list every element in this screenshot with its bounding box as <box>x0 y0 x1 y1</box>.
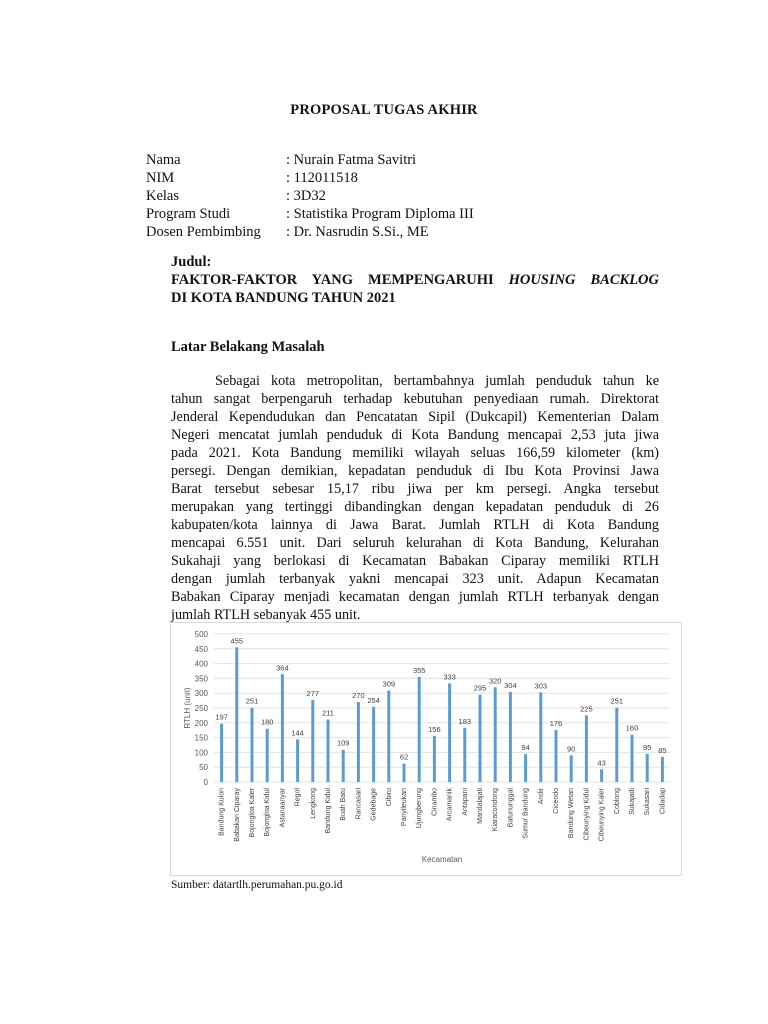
chart-bar <box>539 692 542 782</box>
x-tick-label: Babakan Ciparay <box>233 788 241 842</box>
chart-bar <box>418 677 421 782</box>
paragraph-line: persegi. Dengan demikian, kepadatan penduduk di Ibu Kota Provinsi Jawa <box>171 463 659 479</box>
bar-value-label: 176 <box>549 718 563 728</box>
paragraph-line: pada 2021. Kota Bandung memiliki wilayah seluas 166,59 kilometer (km) <box>171 445 659 461</box>
x-tick-label: Sukasari <box>644 788 652 816</box>
paragraph-line: jumlah RTLH sebanyak 455 unit. <box>171 607 361 623</box>
bar-value-label: 355 <box>412 665 426 675</box>
thesis-title-line-2: DI KOTA BANDUNG TAHUN 2021 <box>171 290 396 306</box>
bar-value-label: 333 <box>443 672 456 682</box>
info-row-program-studi <box>146 205 474 223</box>
bar-value-label: 251 <box>610 696 624 706</box>
bar-value-label: 160 <box>625 723 639 733</box>
x-tick-label: Cibiru <box>385 788 393 807</box>
info-value: : Statistika Program Diploma III <box>286 206 474 222</box>
bar-value-label: 277 <box>306 689 320 699</box>
chart-source: Sumber: datartlh.perumahan.pu.go.id <box>171 879 343 891</box>
info-label: Nama <box>146 152 181 168</box>
bar-value-label: 43 <box>597 758 606 768</box>
bar-value-label: 62 <box>399 752 409 762</box>
x-tick-label: Cibeunying Kidul <box>583 788 591 841</box>
x-tick-label: Mandalajati <box>477 788 484 824</box>
chart-bar <box>387 691 390 782</box>
chart-bar <box>357 702 360 782</box>
chart-bar <box>585 715 588 782</box>
chart-bar <box>600 769 603 782</box>
info-row-dosen-pembimbing <box>146 223 474 241</box>
x-tick-label: Arcamanik <box>446 788 454 822</box>
x-tick-label: Batununggal <box>507 788 515 828</box>
x-tick-label: Sukajadi <box>629 788 636 815</box>
paragraph-line: Sukahaji yang berlokasi di Kecamatan Babakan Ciparay memiliki RTLH <box>171 553 659 569</box>
x-tick-label: Lengkong <box>309 788 317 819</box>
x-tick-label: Panyileukan <box>401 788 408 827</box>
x-tick-label: Gedebage <box>370 788 378 821</box>
chart-bar <box>570 755 573 782</box>
bar-value-label: 254 <box>367 695 380 705</box>
bar-value-label: 197 <box>215 712 228 722</box>
y-tick-label: 500 <box>194 630 208 639</box>
x-tick-label: Antapani <box>461 788 469 816</box>
x-tick-label: Ujungberung <box>416 788 424 829</box>
chart-bar <box>327 720 330 782</box>
x-tick-label: Bandung Wetan <box>568 788 576 839</box>
info-label: Program Studi <box>146 206 231 222</box>
bar-value-label: 95 <box>643 742 652 752</box>
y-tick-label: 450 <box>194 644 208 654</box>
paragraph-line: dengan jumlah terbanyak yakni mencapai 323 unit. Adapun Kecamatan <box>171 571 659 587</box>
y-tick-label: 250 <box>194 704 208 713</box>
chart-bar <box>342 750 345 782</box>
chart-bar <box>235 647 238 782</box>
chart-bar <box>266 729 269 782</box>
chart-bar <box>661 757 664 782</box>
info-value: : Dr. Nasrudin S.Si., ME <box>286 224 429 240</box>
thesis-title-italic: HOUSING BACKLOG <box>508 272 659 288</box>
bar-value-label: 295 <box>473 683 487 693</box>
page-title: PROPOSAL TUGAS AKHIR <box>290 102 478 118</box>
bar-value-label: 90 <box>567 744 576 754</box>
rtlh-chart <box>170 622 682 876</box>
bar-value-label: 109 <box>336 738 350 748</box>
info-label: Dosen Pembimbing <box>146 224 261 240</box>
y-tick-label: 300 <box>194 689 208 699</box>
x-tick-label: Buah Batu <box>340 788 348 821</box>
chart-bar <box>479 695 482 782</box>
bar-value-label: 251 <box>245 696 259 706</box>
chart-bar <box>220 724 223 782</box>
thesis-title-block <box>171 253 659 307</box>
chart-bar <box>646 754 649 782</box>
bar-value-label: 180 <box>260 717 274 727</box>
x-tick-label: Bandung Kidul <box>325 788 332 834</box>
chart-bar <box>372 707 375 782</box>
chart-bar <box>448 683 451 782</box>
x-axis-label: Kecamatan <box>421 855 463 864</box>
section-heading: Latar Belakang Masalah <box>171 339 325 355</box>
info-row-nama <box>146 151 474 169</box>
chart-bar <box>281 674 284 782</box>
x-tick-label: Sumur Bandung <box>522 788 530 839</box>
x-tick-label: Cidadap <box>659 788 667 815</box>
y-tick-label: 400 <box>194 659 208 669</box>
x-tick-label: Bandung Kulon <box>218 788 226 836</box>
chart-bar <box>296 739 299 782</box>
thesis-title-prefix: FAKTOR-FAKTOR YANG MEMPENGARUHI <box>171 272 509 288</box>
x-tick-label: Regol <box>294 788 302 807</box>
bar-value-label: 320 <box>488 676 502 686</box>
y-tick-label: 200 <box>194 718 208 728</box>
x-tick-label: Cicendo <box>553 788 560 814</box>
paragraph-line: kabupaten/kota lainnya di Jawa Barat. Jumlah RTLH di Kota Bandung <box>171 517 659 533</box>
bar-value-label: 455 <box>230 636 244 646</box>
bar-value-label: 270 <box>352 691 365 701</box>
paragraph-line: Sebagai kota metropolitan, bertambahnya jumlah penduduk tahun ke <box>215 373 659 389</box>
chart-bar <box>311 700 314 782</box>
bar-value-label: 304 <box>504 681 517 691</box>
info-row-kelas <box>146 187 474 205</box>
x-tick-label: Coblong <box>613 788 621 815</box>
info-value: : Nurain Fatma Savitri <box>286 152 417 168</box>
y-tick-label: 100 <box>194 748 208 758</box>
chart-bar <box>463 728 466 782</box>
chart-bar <box>631 735 634 782</box>
x-tick-label: Astanaanyar <box>279 788 287 828</box>
paragraph-line: merupakan yang tertinggi dibandingkan dengan kepadatan penduduk di 26 <box>171 499 659 515</box>
chart-bar <box>403 764 406 782</box>
bar-value-label: 85 <box>658 745 667 755</box>
chart-bar <box>251 708 254 782</box>
x-tick-label: Cibeunying Kaler <box>598 788 606 842</box>
chart-bar <box>433 736 436 782</box>
bar-value-label: 303 <box>534 681 548 691</box>
paragraph-line: Jenderal Kependudukan dan Pencatatan Sipil (Dukcapil) Kementerian Dalam <box>171 409 659 425</box>
rtlh-bar-chart-svg <box>170 622 682 876</box>
info-value: : 3D32 <box>286 188 326 204</box>
y-tick-label: 150 <box>194 733 208 743</box>
x-tick-label: Bojongloa Kidul <box>264 788 272 837</box>
student-info <box>146 151 474 241</box>
paragraph-line: Barat tersebut sebesar 15,17 ribu jiwa per km persegi. Angka tersebut <box>171 481 659 497</box>
y-axis-label: RTLH (unit) <box>183 687 192 729</box>
chart-bar <box>615 708 618 782</box>
judul-label: Judul: <box>171 254 212 270</box>
bar-value-label: 211 <box>322 708 334 718</box>
paragraph-line: Negeri mencatat jumlah penduduk di Kota Bandung mencapai 2,53 juta jiwa <box>171 427 659 443</box>
y-tick-label: 50 <box>199 763 208 773</box>
paragraph-line: mencapai 6.551 unit. Dari seluruh kelurahan di Kota Bandung, Kelurahan <box>171 535 659 551</box>
bar-value-label: 309 <box>382 679 396 689</box>
bar-value-label: 144 <box>291 728 304 738</box>
paragraph-line: Babakan Ciparay menjadi kecamatan dengan jumlah RTLH terbanyak dengan <box>171 589 659 605</box>
chart-bar <box>555 730 558 782</box>
background-paragraph <box>171 372 659 624</box>
bar-value-label: 364 <box>276 663 289 673</box>
bar-value-label: 225 <box>580 704 593 714</box>
bar-value-label: 183 <box>458 716 472 726</box>
x-tick-label: Bojongloa Kaler <box>249 788 256 838</box>
x-tick-label: Andir <box>537 788 545 805</box>
bar-value-label: 156 <box>428 724 441 734</box>
chart-bar <box>494 687 497 782</box>
chart-bar <box>509 692 512 782</box>
info-label: NIM <box>146 170 175 186</box>
info-row-nim <box>146 169 474 187</box>
info-value: : 112011518 <box>286 170 358 186</box>
x-tick-label: Cinambo <box>431 788 439 817</box>
thesis-title-line-1 <box>171 271 659 289</box>
chart-bar <box>524 754 527 782</box>
y-tick-label: 0 <box>203 778 208 787</box>
info-label: Kelas <box>146 188 180 204</box>
x-tick-label: Kiaracondong <box>492 788 500 832</box>
y-tick-label: 350 <box>194 674 208 684</box>
bar-value-label: 94 <box>521 743 530 753</box>
paragraph-line: tahun sangat berpengaruh terhadap kebutuhan penyediaan rumah. Direktorat <box>171 391 659 407</box>
x-tick-label: Rancasari <box>355 788 363 820</box>
